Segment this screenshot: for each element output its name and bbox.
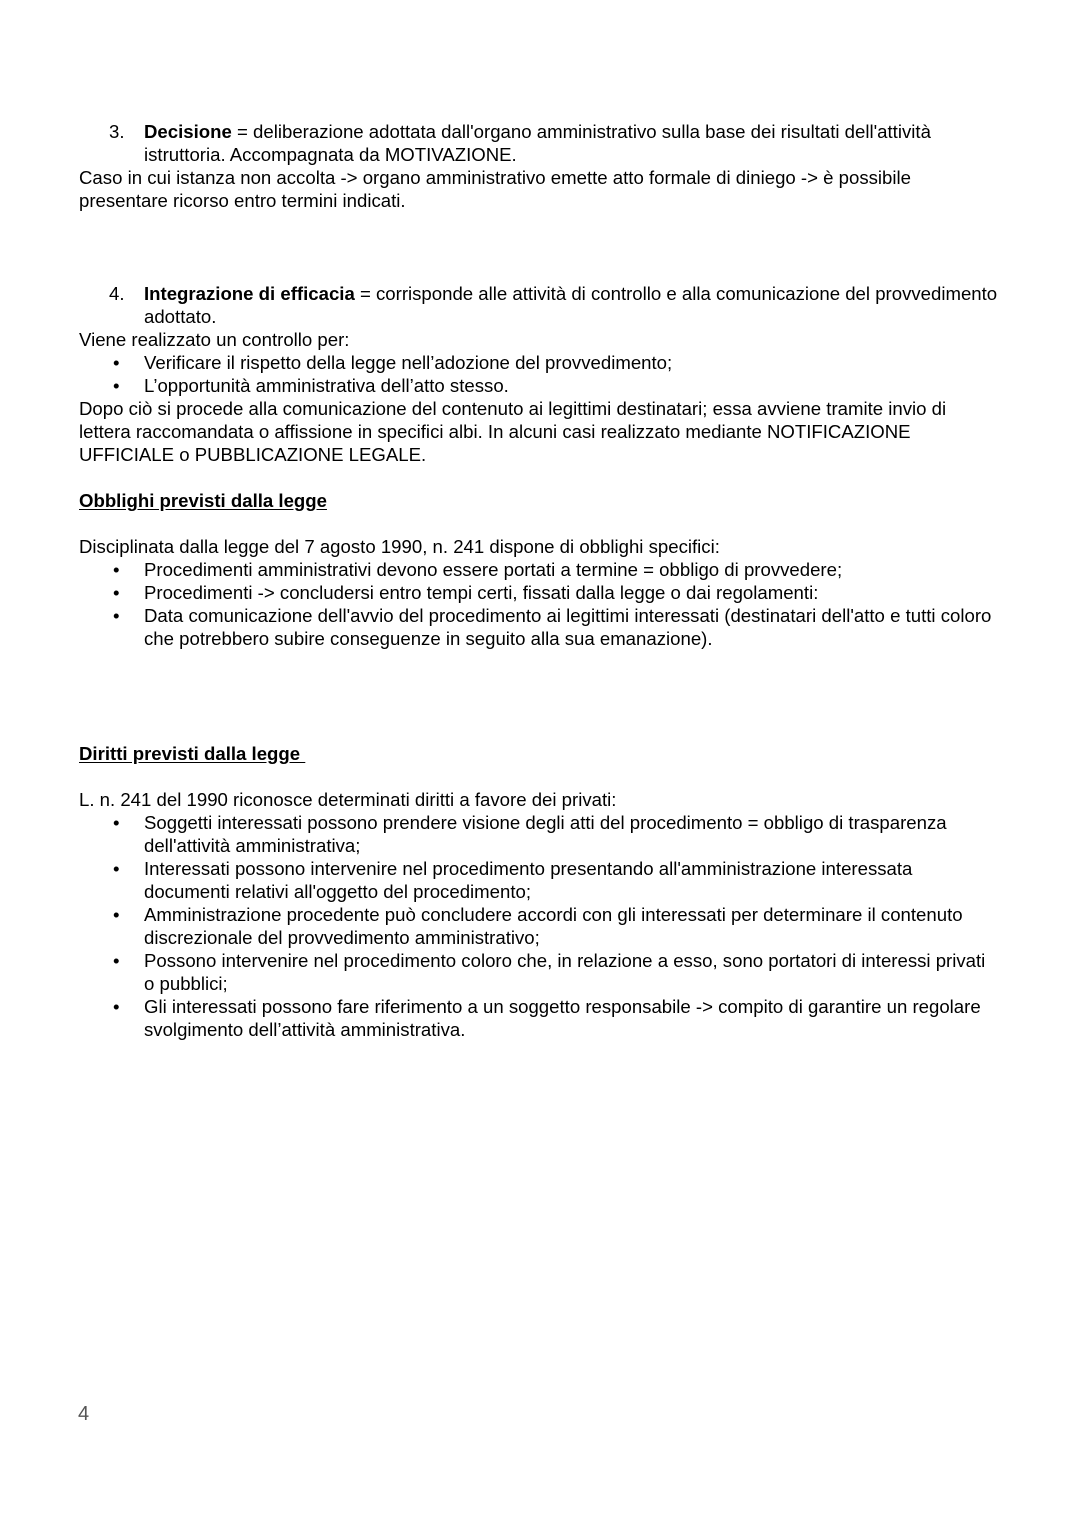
bullet-icon: • xyxy=(113,996,120,1017)
list-item: • Interessati possono intervenire nel procedimento presentando all'amministrazione interessata documenti relativi all'oggetto del procedimento; xyxy=(113,858,913,902)
list-item: • Gli interessati possono fare riferimento a un soggetto responsabile -> compito di garantire un regolare svolgimento dell’attività amministrativa. xyxy=(113,996,981,1040)
item-term: Decisione xyxy=(144,121,232,142)
list-item: • Procedimenti -> concludersi entro tempi certi, fissati dalla legge o dai regolamenti: xyxy=(113,582,819,603)
list-item: • Soggetti interessati possono prendere visione degli atti del procedimento = obbligo di trasparenza dell'attività amministrativa; xyxy=(113,812,947,856)
paragraph: L. n. 241 del 1990 riconosce determinati diritti a favore dei privati: xyxy=(79,789,617,810)
bullet-icon: • xyxy=(113,559,120,580)
bullet-list xyxy=(79,351,999,397)
page-number: 4 xyxy=(78,1403,90,1425)
list-item: • L’opportunità amministrativa dell’atto stesso. xyxy=(113,375,509,396)
bullet-icon: • xyxy=(113,375,120,396)
list-item: • Amministrazione procedente può concludere accordi con gli interessati per determinare il contenuto discrezionale del provvedimento amministrativo; xyxy=(113,904,963,948)
list-item: • Data comunicazione dell'avvio del procedimento ai legittimi interessati (destinatari dell'atto e tutti coloro che potrebbero subire conseguenze in seguito alla sua emanazione). xyxy=(113,605,992,649)
list-item: • Verificare il rispetto della legge nell’adozione del provvedimento; xyxy=(113,352,673,373)
bullet-icon: • xyxy=(113,812,120,833)
paragraph: Dopo ciò si procede alla comunicazione del contenuto ai legittimi destinatari; essa avviene tramite invio di lettera raccomandata o affissione in specifici albi. In alcuni casi realizzato mediante NOTIFICAZIONE UFFICIALE o PUBBLICAZIONE LEGALE. xyxy=(79,398,947,465)
section-heading: Diritti previsti dalla legge xyxy=(79,743,306,764)
bullet-icon: • xyxy=(113,904,120,925)
numbered-item-decisione xyxy=(79,120,999,166)
section-heading: Obblighi previsti dalla legge xyxy=(79,490,327,511)
document-page xyxy=(79,120,999,1041)
bullet-icon: • xyxy=(113,858,120,879)
item-text: = deliberazione adottata dall'organo amministrativo sulla base dei risultati dell'attività istruttoria. Accompagnata da MOTIVAZIONE. xyxy=(144,121,931,165)
bullet-list xyxy=(79,558,999,650)
bullet-icon: • xyxy=(113,950,120,971)
numbered-item-integrazione xyxy=(79,282,999,328)
bullet-icon: • xyxy=(113,582,120,603)
item-text: = corrisponde alle attività di controllo e alla comunicazione del provvedimento adottato. xyxy=(144,283,998,327)
item-term: Integrazione di efficacia xyxy=(144,283,355,304)
paragraph: Caso in cui istanza non accolta -> organo amministrativo emette atto formale di diniego -> è possibile presentare ricorso entro termini indicati. xyxy=(79,167,911,211)
list-item: • Possono intervenire nel procedimento coloro che, in relazione a esso, sono portatori di interessi privati o pubblici; xyxy=(113,950,986,994)
paragraph: Viene realizzato un controllo per: xyxy=(79,329,350,350)
item-number: 4. xyxy=(109,283,125,304)
item-number: 3. xyxy=(109,121,125,142)
bullet-list xyxy=(79,811,999,1041)
list-item: • Procedimenti amministrativi devono essere portati a termine = obbligo di provvedere; xyxy=(113,559,843,580)
bullet-icon: • xyxy=(113,352,120,373)
paragraph: Disciplinata dalla legge del 7 agosto 1990, n. 241 dispone di obblighi specifici: xyxy=(79,536,720,557)
bullet-icon: • xyxy=(113,605,120,626)
